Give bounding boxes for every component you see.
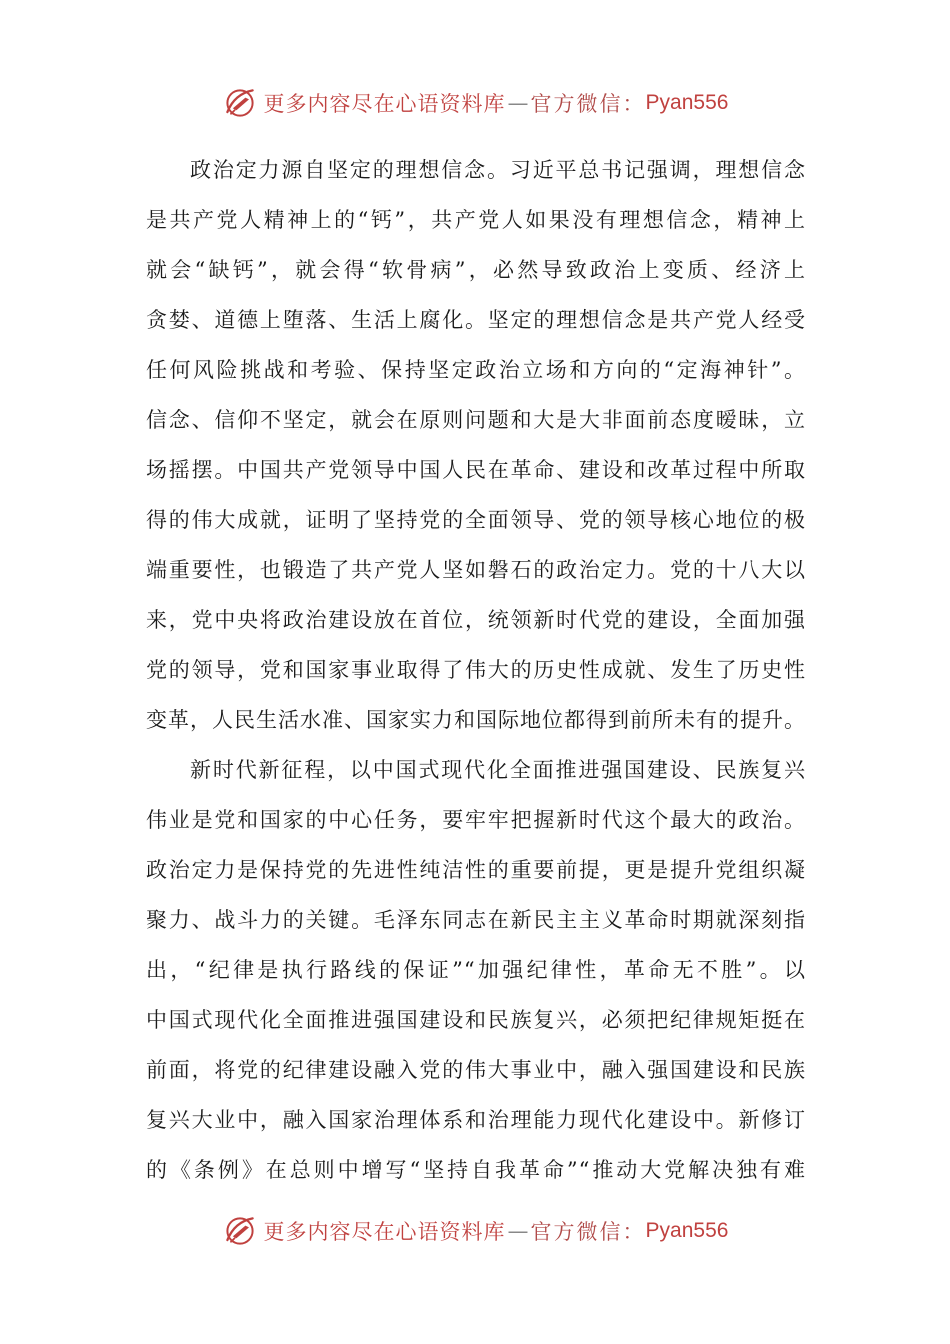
footer-banner — [0, 1211, 950, 1251]
text-line: 中国式现代化全面推进强国建设和民族复兴，必须把纪律规矩挺在 — [146, 1008, 806, 1032]
text-line: 场摇摆。中国共产党领导中国人民在革命、建设和改革过程中所取 — [146, 458, 806, 482]
footer-dash: — — [507, 1219, 529, 1243]
text-line: 出，“纪律是执行路线的保证”“加强纪律性，革命无不胜”。以 — [146, 958, 806, 982]
text-line: 任何风险挑战和考验、保持坚定政治立场和方向的“定海神针”。 — [146, 358, 806, 382]
header-wechat-label: 官方微信： — [530, 92, 646, 116]
text-line: 聚力、战斗力的关键。毛泽东同志在新民主主义革命时期就深刻指 — [146, 908, 806, 932]
footer-brand: 更多内容尽在心语资料库 — [263, 1220, 506, 1244]
text-line: 党的领导，党和国家事业取得了伟大的历史性成就、发生了历史性 — [146, 658, 806, 682]
footer-wechat-id: Pyan556 — [645, 1219, 729, 1242]
text-line: 前面，将党的纪律建设融入党的伟大事业中，融入强国建设和民族 — [146, 1058, 806, 1082]
header-banner — [0, 83, 950, 123]
text-line: 政治定力源自坚定的理想信念。习近平总书记强调，理想信念 — [190, 158, 806, 182]
header-dash: — — [507, 91, 529, 115]
header-brand: 更多内容尽在心语资料库 — [263, 92, 506, 116]
pen-logo-icon — [222, 85, 258, 121]
document-body — [146, 145, 806, 1195]
text-line: 来，党中央将政治建设放在首位，统领新时代党的建设，全面加强 — [146, 608, 806, 632]
text-line: 政治定力是保持党的先进性纯洁性的重要前提，更是提升党组织凝 — [146, 858, 806, 882]
footer-wechat-label: 官方微信： — [530, 1220, 646, 1244]
text-line: 的《条例》在总则中增写“坚持自我革命”“推动大党解决独有难 — [146, 1158, 806, 1182]
text-line: 贪婪、道德上堕落、生活上腐化。坚定的理想信念是共产党人经受 — [146, 308, 806, 332]
text-line: 得的伟大成就，证明了坚持党的全面领导、党的领导核心地位的极 — [146, 508, 806, 532]
text-line: 端重要性，也锻造了共产党人坚如磐石的政治定力。党的十八大以 — [146, 558, 806, 582]
text-line: 就会“缺钙”，就会得“软骨病”，必然导致政治上变质、经济上 — [146, 258, 806, 282]
text-line: 是共产党人精神上的“钙”，共产党人如果没有理想信念，精神上 — [146, 208, 806, 232]
text-line: 新时代新征程，以中国式现代化全面推进强国建设、民族复兴 — [190, 758, 806, 782]
text-line: 变革，人民生活水准、国家实力和国际地位都得到前所未有的提升。 — [146, 708, 806, 732]
text-line: 复兴大业中，融入国家治理体系和治理能力现代化建设中。新修订 — [146, 1108, 806, 1132]
text-line: 信念、信仰不坚定，就会在原则问题和大是大非面前态度暧昧，立 — [146, 408, 806, 432]
header-wechat-id: Pyan556 — [645, 91, 729, 114]
text-line: 伟业是党和国家的中心任务，要牢牢把握新时代这个最大的政治。 — [146, 808, 806, 832]
pen-logo-icon — [222, 1213, 258, 1249]
